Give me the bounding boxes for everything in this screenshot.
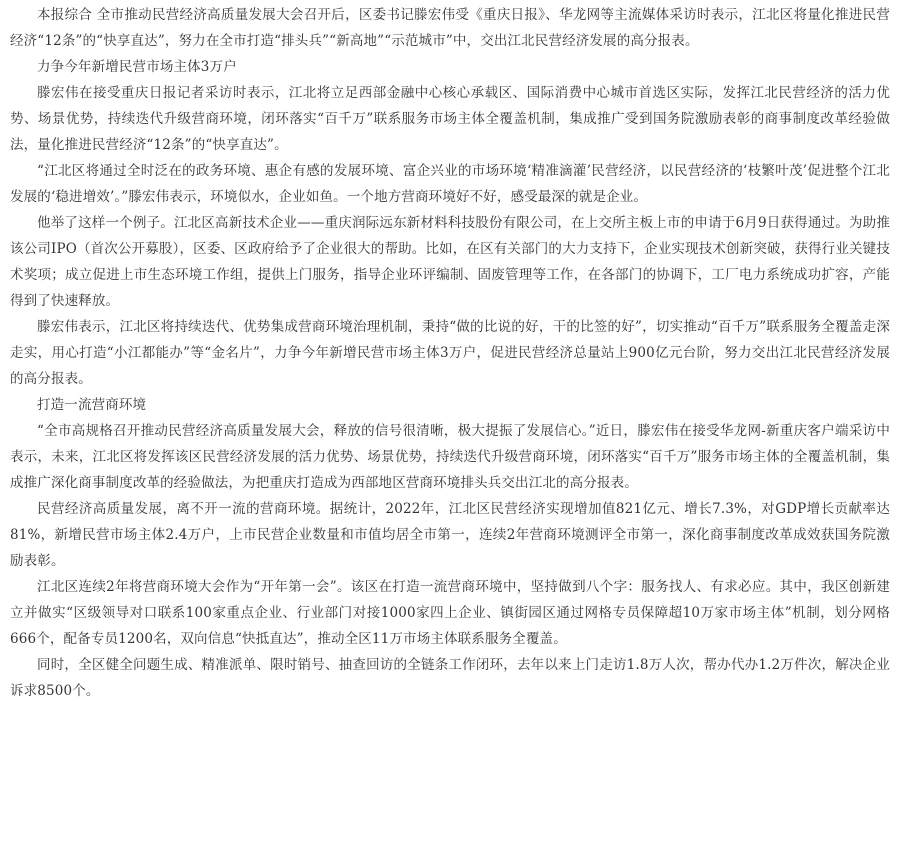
article-paragraph: “江北区将通过全时泛在的政务环境、惠企有感的发展环境、富企兴业的市场环境‘精准滴灌’民营经济，以民营经济的‘枝繁叶茂’促进整个江北发展的‘稳进增效’。”滕宏伟表示，环境似水，企业如鱼。一个地方营商环境好不好，感受最深的就是企业。 [10, 163, 890, 205]
section-heading-market-entities: 力争今年新增民营市场主体3万户 [37, 59, 237, 75]
section-heading-business-environment: 打造一流营商环境 [37, 397, 147, 413]
article-paragraph: 同时，全区健全问题生成、精准派单、限时销号、抽查回访的全链条工作闭环，去年以来上门走访1.8万人次，帮办代办1.2万件次，解决企业诉求8500个。 [10, 657, 890, 699]
article-paragraph-intro: 本报综合 全市推动民营经济高质量发展大会召开后，区委书记滕宏伟受《重庆日报》、华龙网等主流媒体采访时表示，江北区将量化推进民营经济“12条”的“快享直达”，努力在全市打造“排头兵”“新高地”“示范城市”中，交出江北民营经济发展的高分报表。 [10, 7, 890, 49]
article-paragraph: 滕宏伟在接受重庆日报记者采访时表示，江北将立足西部金融中心核心承载区、国际消费中心城市首选区实际，发挥江北民营经济的活力优势、场景优势，持续迭代升级营商环境，闭环落实“百千万”联系服务市场主体全覆盖机制，集成推广受到国务院激励表彰的商事制度改革经验做法，量化推进民营经济“12条”的“快享直达”。 [10, 85, 890, 153]
article-body [0, 2, 900, 704]
article-paragraph: “全市高规格召开推动民营经济高质量发展大会，释放的信号很清晰，极大提振了发展信心。”近日，滕宏伟在接受华龙网-新重庆客户端采访中表示，未来，江北区将发挥该区民营经济发展的活力优势、场景优势，持续迭代升级营商环境，闭环落实“百千万”服务市场主体的全覆盖机制，集成推广深化商事制度改革的经验做法，为把重庆打造成为西部地区营商环境排头兵交出江北的高分报表。 [10, 423, 890, 491]
article-paragraph: 民营经济高质量发展，离不开一流的营商环境。据统计，2022年，江北区民营经济实现增加值821亿元、增长7.3%，对GDP增长贡献率达81%，新增民营市场主体2.4万户，上市民营企业数量和市值均居全市第一，连续2年营商环境测评全市第一，深化商事制度改革成效获国务院激励表彰。 [10, 501, 890, 569]
article-paragraph: 江北区连续2年将营商环境大会作为“开年第一会”。该区在打造一流营商环境中，坚持做到八个字：服务找人、有求必应。其中，我区创新建立并做实“区级领导对口联系100家重点企业、行业部门对接1000家四上企业、镇街园区通过网格专员保障超10万家市场主体”机制，划分网格666个，配备专员1200名，双向信息“快抵直达”，推动全区11万市场主体联系服务全覆盖。 [10, 579, 890, 647]
article-paragraph: 他举了这样一个例子。江北区高新技术企业——重庆润际远东新材料科技股份有限公司，在上交所主板上市的申请于6月9日获得通过。为助推该公司IPO（首次公开募股），区委、区政府给予了企业很大的帮助。比如，在区有关部门的大力支持下，企业实现技术创新突破，获得行业关键技术奖项；成立促进上市生态环境工作组，提供上门服务，指导企业环评编制、固废管理等工作，在各部门的协调下，工厂电力系统成功扩容，产能得到了快速释放。 [10, 215, 890, 309]
article-paragraph: 滕宏伟表示，江北区将持续迭代、优势集成营商环境治理机制，秉持“做的比说的好，干的比签的好”，切实推动“百千万”联系服务全覆盖走深走实，用心打造“小江都能办”等“金名片”，力争今年新增民营市场主体3万户，促进民营经济总量站上900亿元台阶，努力交出江北民营经济发展的高分报表。 [10, 319, 890, 387]
